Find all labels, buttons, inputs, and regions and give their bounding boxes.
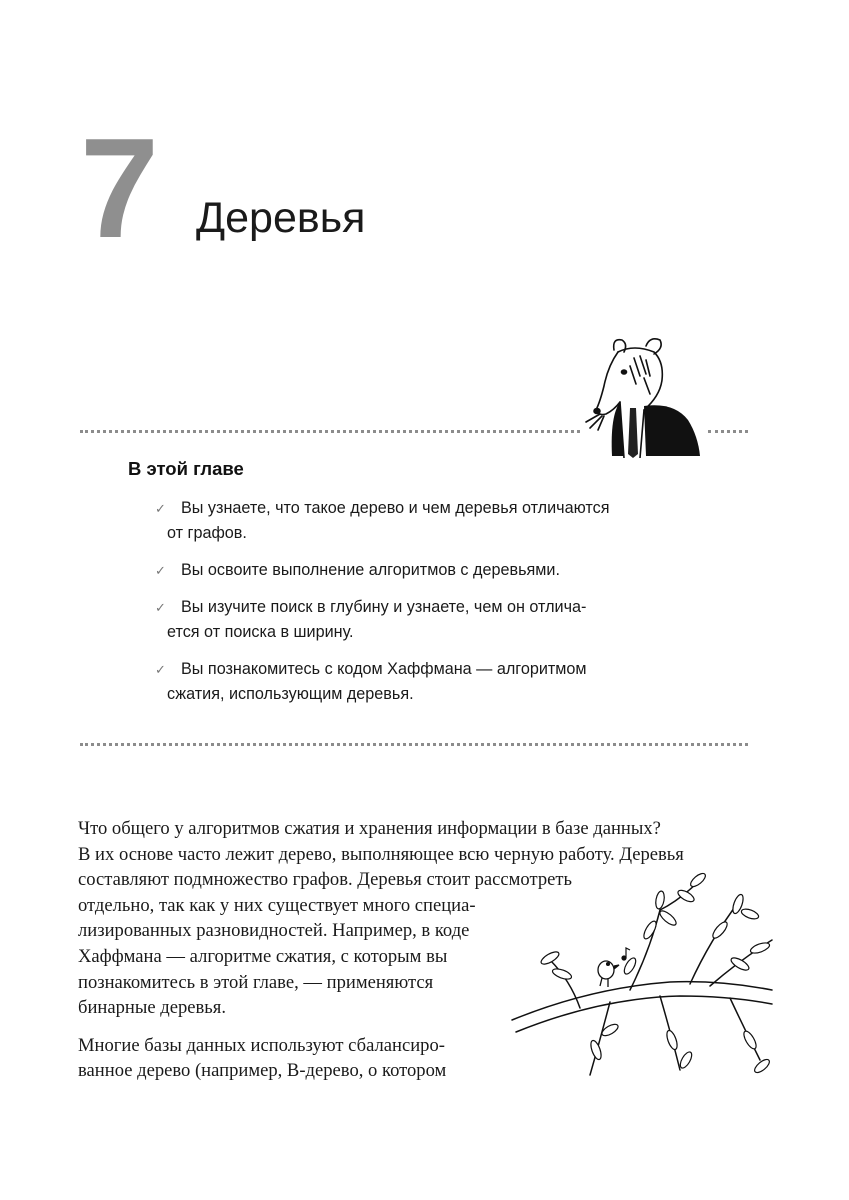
list-item-line: Вы изучите поиск в глубину и узнаете, чем он отлича- bbox=[181, 598, 587, 616]
list-item-line: Вы познакомитесь с кодом Хаффмана — алгоритмом bbox=[181, 660, 587, 678]
box-top-divider bbox=[80, 430, 580, 433]
box-bottom-divider bbox=[80, 743, 748, 746]
list-item bbox=[155, 657, 675, 707]
checkmark-icon: ✓ bbox=[155, 563, 166, 578]
body-line: познакомитесь в этой главе, — применяются bbox=[78, 971, 434, 993]
body-line: лизированных разновидностей. Например, в коде bbox=[78, 920, 470, 942]
bird-icon bbox=[598, 961, 619, 987]
checkmark-icon: ✓ bbox=[155, 600, 166, 615]
body-line: Что общего у алгоритмов сжатия и хранения информации в базе данных? bbox=[78, 818, 661, 839]
body-line: отдельно, так как у них существует много специа- bbox=[78, 894, 476, 916]
chapter-number: 7 bbox=[80, 109, 155, 268]
body-line: Многие базы данных используют сбалансиро- bbox=[78, 1034, 445, 1056]
rat-illustration bbox=[584, 336, 704, 458]
list-item bbox=[155, 496, 675, 546]
list-item bbox=[155, 558, 675, 583]
box-heading: В этой главе bbox=[128, 458, 244, 479]
list-item-line: Вы узнаете, что такое дерево и чем деревья отличаются bbox=[181, 499, 610, 517]
checkmark-icon: ✓ bbox=[155, 662, 166, 677]
body-line: Хаффмана — алгоритме сжатия, с которым вы bbox=[78, 945, 448, 967]
chapter-title: Деревья bbox=[196, 194, 366, 242]
body-line: бинарные деревья. bbox=[78, 997, 226, 1019]
list-item-line: ется от поиска в ширину. bbox=[167, 623, 354, 641]
chapter-goals-list bbox=[155, 496, 675, 719]
list-item bbox=[155, 595, 675, 645]
list-item-line: от графов. bbox=[167, 524, 247, 542]
checkmark-icon: ✓ bbox=[155, 501, 166, 516]
tree-branch-illustration bbox=[510, 870, 775, 1085]
body-line: ванное дерево (например, В-дерево, о котором bbox=[78, 1060, 447, 1082]
list-item-line: сжатия, использующим деревья. bbox=[167, 685, 414, 703]
body-line: составляют подмножество графов. Деревья стоит рассмотреть bbox=[78, 869, 572, 891]
body-line: В их основе часто лежит дерево, выполняющее всю черную работу. Деревья bbox=[78, 843, 684, 865]
list-item-line: Вы освоите выполнение алгоритмов с деревьями. bbox=[181, 561, 560, 579]
box-top-divider-right bbox=[708, 430, 748, 433]
